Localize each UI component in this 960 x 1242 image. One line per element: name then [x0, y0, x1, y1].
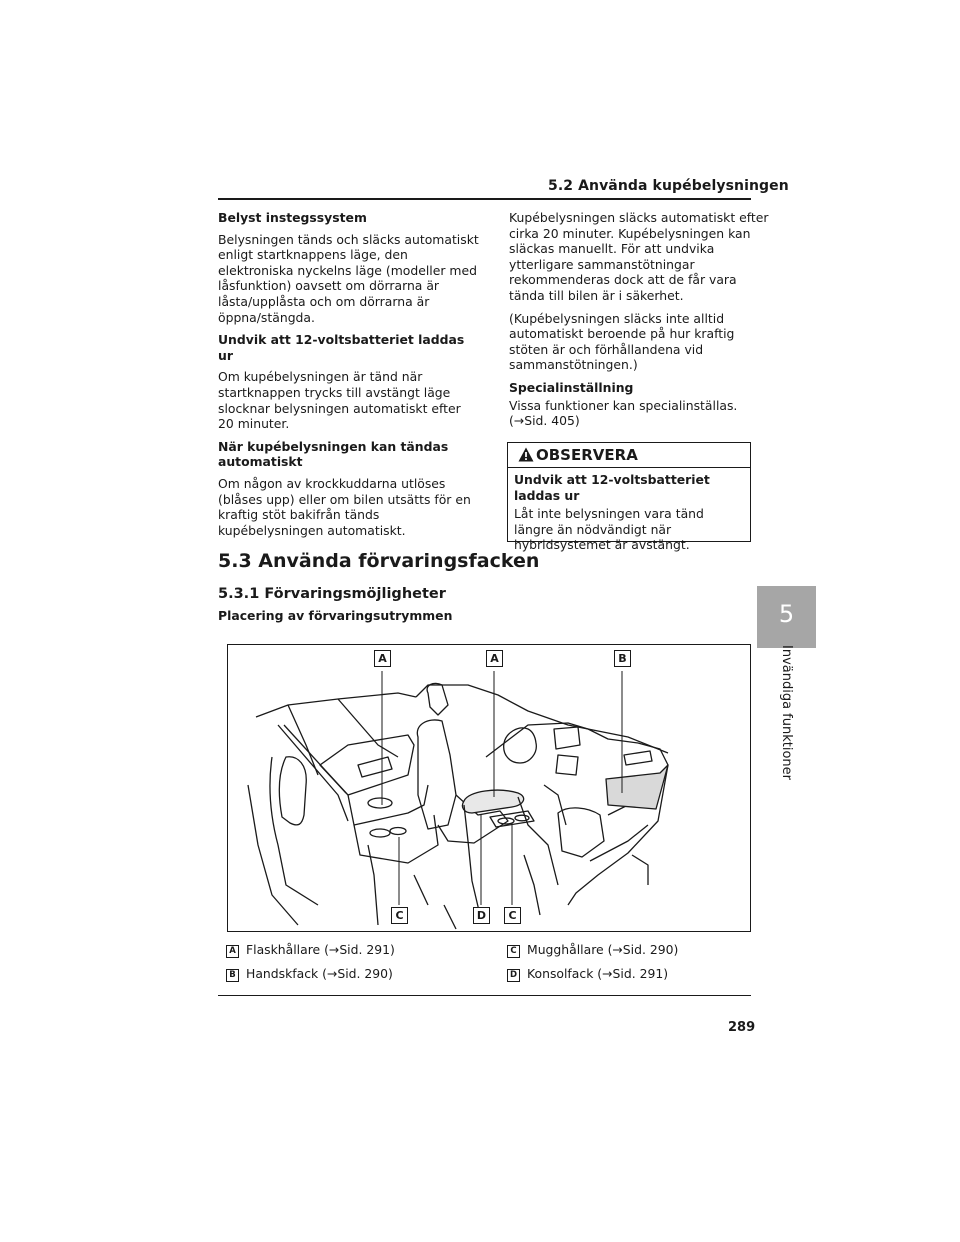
left-heading-3: När kupébelysningen kan tändas automatiskt	[218, 438, 449, 470]
right-paragraph-1: Kupébelysningen släcks automatiskt efter cirka 20 minuter. Kupébelysningen kan släckas manuellt. För att undvika ytterligare sammanstötningar rekommenderas dock att de får vara tända till bilen är i säkerhet.	[509, 210, 769, 303]
legend-item-c	[507, 942, 678, 958]
callout-c-left: C	[391, 907, 408, 924]
right-column	[509, 210, 771, 436]
running-title: 5.2 Använda kupébelysningen	[548, 178, 789, 194]
legend-item-a	[226, 942, 395, 958]
footer-rule	[218, 995, 751, 996]
notice-title: OBSERVERA	[536, 446, 638, 464]
callout-a-left: A	[374, 650, 391, 667]
notice-body	[508, 468, 750, 553]
page-number: 289	[728, 1020, 756, 1035]
subsection-heading: 5.3.1 Förvaringsmöjligheter	[218, 586, 446, 602]
chapter-title: Invändiga funktioner	[779, 645, 794, 781]
legend-text-a: Flaskhållare (→Sid. 291)	[246, 942, 395, 957]
legend-letter-a: A	[226, 945, 239, 958]
car-interior-drawing	[228, 645, 750, 931]
left-paragraph-3: Om någon av krockkuddarna utlöses (blåses upp) eller om bilen utsätts för en kraftig stöt bakifrån tänds kupébelysningen automatiskt.	[218, 475, 471, 538]
right-heading-1: Specialinställning	[509, 379, 634, 395]
storage-illustration	[227, 644, 751, 932]
callout-d: D	[473, 907, 490, 924]
chapter-number: 5	[778, 600, 795, 628]
left-heading-2: Undvik att 12-voltsbatteriet laddas ur	[218, 332, 465, 363]
legend-item-d	[507, 966, 668, 982]
notice-text: Låt inte belysningen vara tänd längre än nödvändigt när hybridsystemet är avstängt.	[514, 506, 704, 553]
legend-letter-b: B	[226, 969, 239, 982]
legend-letter-c: C	[507, 945, 520, 958]
chapter-tab	[757, 586, 816, 648]
notice-header	[508, 443, 750, 468]
left-column	[218, 210, 480, 545]
callout-b: B	[614, 650, 631, 667]
callout-a-right: A	[486, 650, 503, 667]
notice-box	[507, 442, 751, 553]
legend-text-d: Konsolfack (→Sid. 291)	[527, 966, 669, 981]
warning-icon	[518, 447, 534, 462]
notice-heading: Undvik att 12-voltsbatteriet laddas ur	[514, 472, 710, 503]
header-rule	[218, 198, 751, 200]
left-paragraph-1: Belysningen tänds och släcks automatiskt enligt startknappens läge, den elektroniska nyckelns läge (modeller med låsfunktion) oavsett om dörrarna är låsta/upplåsta och om dörrarna är öppna/stängda.	[218, 231, 479, 325]
figure-caption: Placering av förvaringsutrymmen	[218, 608, 453, 623]
legend-text-c: Mugghållare (→Sid. 290)	[527, 942, 679, 957]
section-heading: 5.3 Använda förvaringsfacken	[218, 550, 540, 572]
legend-letter-d: D	[507, 969, 520, 982]
callout-c-right: C	[504, 907, 521, 924]
right-paragraph-2: (Kupébelysningen släcks inte alltid automatiskt beroende på hur kraftig stöten är och förhållandena vid sammanstötningen.)	[509, 310, 735, 373]
legend-text-b: Handskfack (→Sid. 290)	[246, 966, 393, 981]
right-paragraph-3: Vissa funktioner kan specialinställas. (→Sid. 405)	[509, 397, 738, 429]
legend-item-b	[226, 966, 393, 982]
left-paragraph-2: Om kupébelysningen är tänd när startknappen trycks till avstängt läge slocknar belysningen automatiskt efter 20 minuter.	[218, 369, 461, 432]
left-heading-1: Belyst instegssystem	[218, 210, 367, 225]
